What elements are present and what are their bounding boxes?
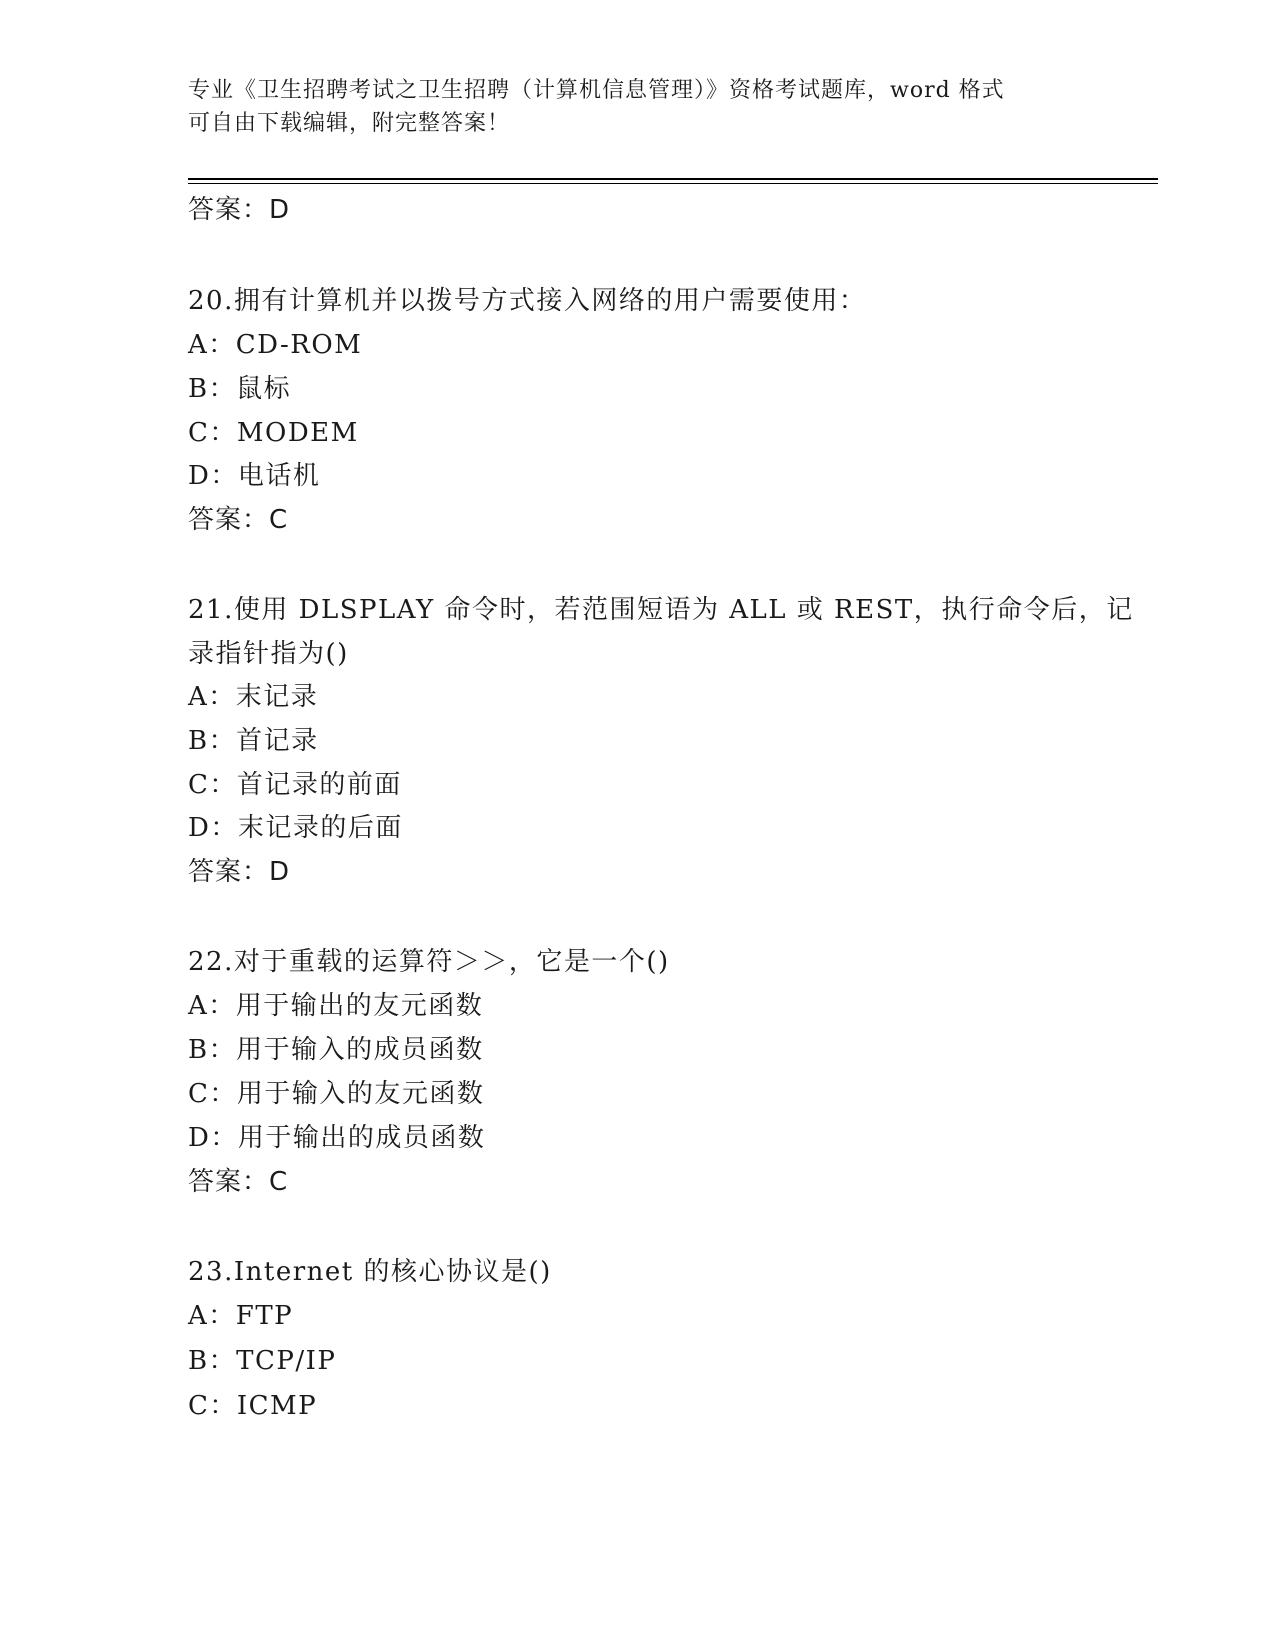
question-stem: 20.拥有计算机并以拨号方式接入网络的用户需要使用：: [188, 286, 867, 316]
option-a: A：用于输出的友元函数: [188, 991, 484, 1021]
option-d: D：末记录的后面: [188, 813, 403, 843]
option-b: B：鼠标: [188, 374, 292, 404]
option-a: A：CD-ROM: [188, 330, 363, 360]
answer: 答案：C: [188, 505, 289, 535]
option-a: A：末记录: [188, 682, 319, 712]
previous-answer: 答案：D: [188, 195, 291, 225]
option-b: B：首记录: [188, 726, 319, 756]
option-d: D：用于输出的成员函数: [188, 1123, 486, 1153]
option-b: B：TCP/IP: [188, 1346, 337, 1376]
header-line-2: 可自由下载编辑，附完整答案！: [188, 111, 511, 136]
header-line-1: 专业《卫生招聘考试之卫生招聘（计算机信息管理）》资格考试题库，word 格式: [188, 78, 1005, 103]
question-stem: 23.Internet 的核心协议是(): [188, 1257, 552, 1287]
answer: 答案：D: [188, 857, 291, 887]
question-stem: 22.对于重载的运算符＞＞，它是一个(): [188, 947, 670, 977]
option-c: C：MODEM: [188, 418, 359, 448]
answer: 答案：C: [188, 1167, 289, 1197]
header-rule-thin: [188, 183, 1158, 184]
option-d: D：电话机: [188, 461, 321, 491]
document-header: [188, 74, 1088, 140]
question-stem-continued: 录指针指为(): [188, 639, 349, 669]
option-c: C：ICMP: [188, 1391, 318, 1421]
question-stem: 21.使用 DLSPLAY 命令时，若范围短语为 ALL 或 REST，执行命令后，记: [188, 595, 1134, 625]
option-c: C：用于输入的友元函数: [188, 1079, 485, 1109]
option-a: A：FTP: [188, 1301, 294, 1331]
option-c: C：首记录的前面: [188, 770, 402, 800]
option-b: B：用于输入的成员函数: [188, 1035, 484, 1065]
header-rule-thick: [188, 178, 1158, 180]
